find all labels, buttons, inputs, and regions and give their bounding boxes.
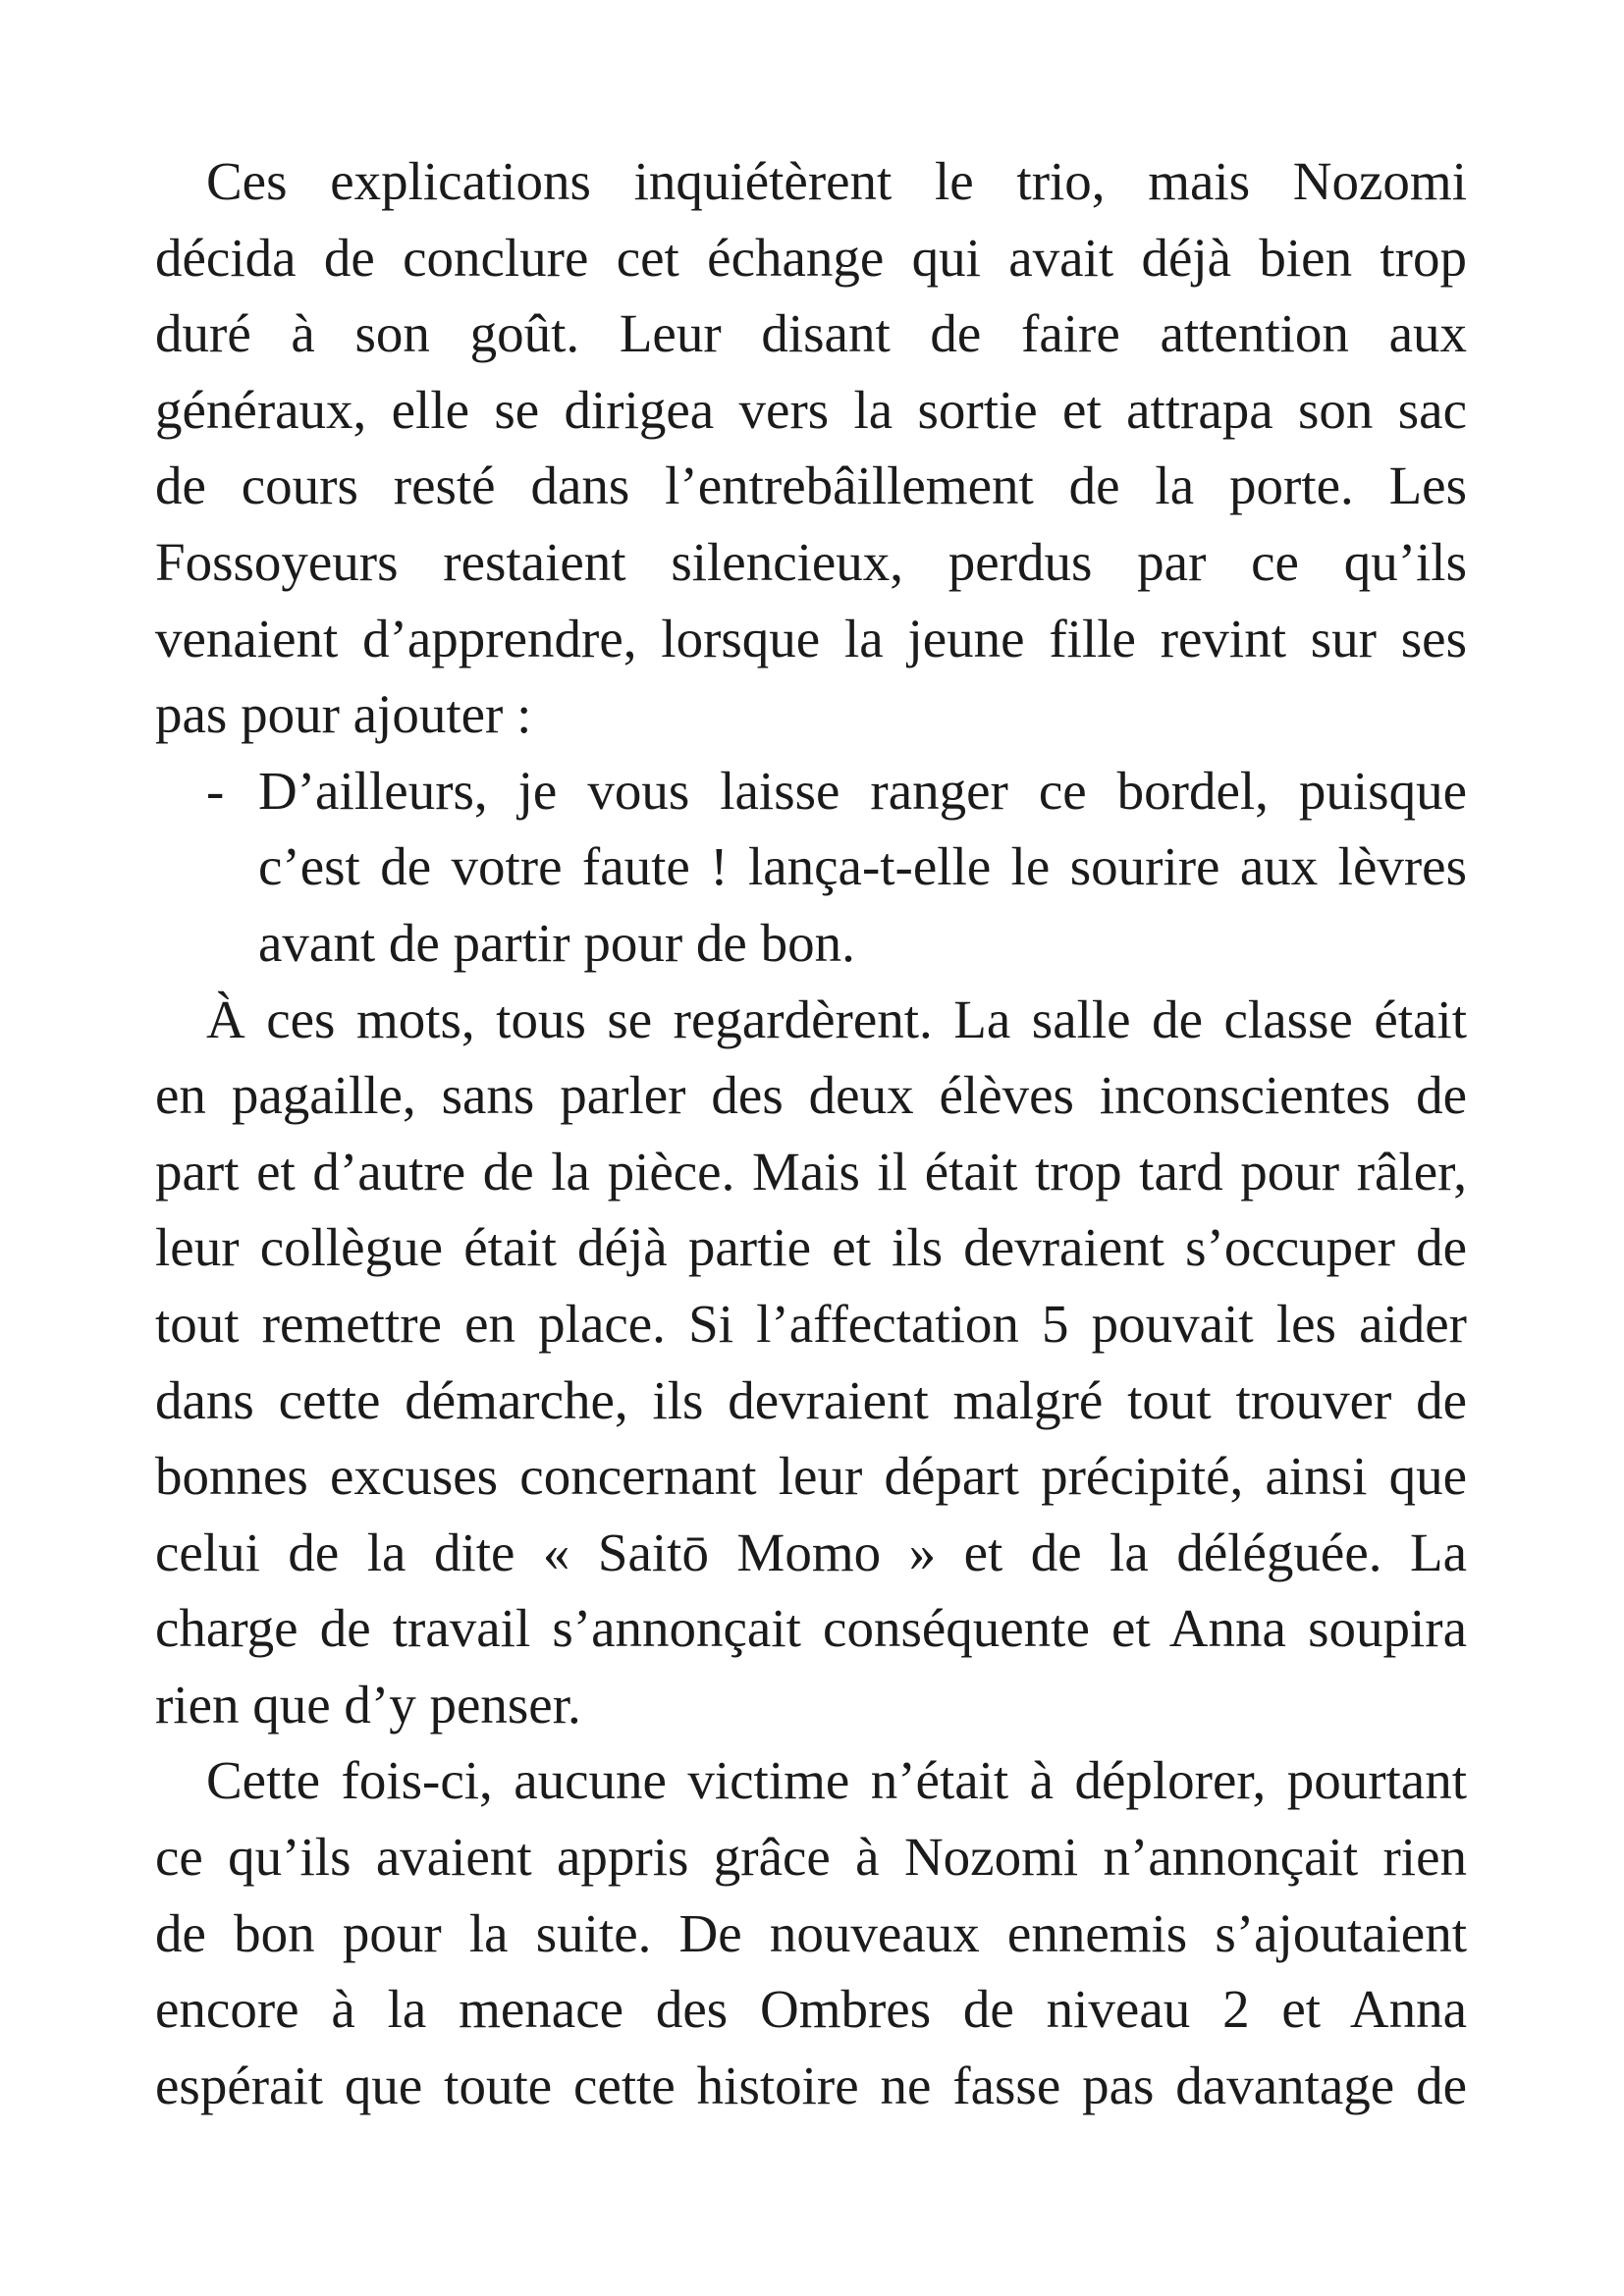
text-line: espérait que toute cette histoire ne fasse pas davantage de: [155, 2055, 1467, 2115]
text-line: avant de partir pour de bon.: [258, 912, 855, 973]
text-line: décida de conclure cet échange qui avait déjà bien trop: [155, 227, 1467, 288]
text-line: dans cette démarche, ils devraient malgré tout trouver de: [155, 1369, 1467, 1430]
text-line: venaient d’apprendre, lorsque la jeune fille revint sur ses: [155, 608, 1467, 668]
text-line: de cours resté dans l’entrebâillement de la porte. Les: [155, 455, 1467, 516]
text-line: bonnes excuses concernant leur départ précipité, ainsi que: [155, 1446, 1467, 1507]
text-line: Fossoyeurs restaient silencieux, perdus par ce qu’ils: [155, 531, 1467, 592]
text-line: part et d’autre de la pièce. Mais il était trop tard pour râler,: [155, 1141, 1467, 1201]
text-line: généraux, elle se dirigea vers la sortie et attrapa son sac: [155, 379, 1467, 440]
text-line: celui de la dite « Saitō Momo » et de la déléguée. La: [155, 1522, 1467, 1582]
text-line: encore à la menace des Ombres de niveau 2 et Anna: [155, 1979, 1467, 2040]
text-line: rien que d’y penser.: [155, 1674, 581, 1735]
text-line: charge de travail s’annonçait conséquente et Anna soupira: [155, 1598, 1467, 1659]
text-line: leur collègue était déjà partie et ils devraient s’occuper de: [155, 1217, 1467, 1278]
text-line: c’est de votre faute ! lança-t-elle le sourire aux lèvres: [258, 836, 1467, 897]
page-text: [155, 143, 1467, 2123]
dialogue-dash-marker: -: [206, 760, 225, 821]
text-line: Ces explications inquiétèrent le trio, mais Nozomi: [206, 151, 1467, 211]
text-line: Cette fois-ci, aucune victime n’était à déplorer, pourtant: [206, 1750, 1467, 1811]
text-line: À ces mots, tous se regardèrent. La salle de classe était: [206, 988, 1467, 1049]
text-line: pas pour ajouter :: [155, 684, 532, 745]
text-line: de bon pour la suite. De nouveaux ennemis s’ajoutaient: [155, 1902, 1467, 1963]
text-line: - D’ailleurs, je vous laisse ranger ce bordel, puisque: [155, 753, 1467, 829]
text-line: ce qu’ils avaient appris grâce à Nozomi n’annonçait rien: [155, 1827, 1467, 1888]
text-line: tout remettre en place. Si l’affectation 5 pouvait les aider: [155, 1293, 1467, 1354]
text-line: en pagaille, sans parler des deux élèves inconscientes de: [155, 1065, 1467, 1126]
text-line: duré à son goût. Leur disant de faire attention aux: [155, 303, 1467, 364]
